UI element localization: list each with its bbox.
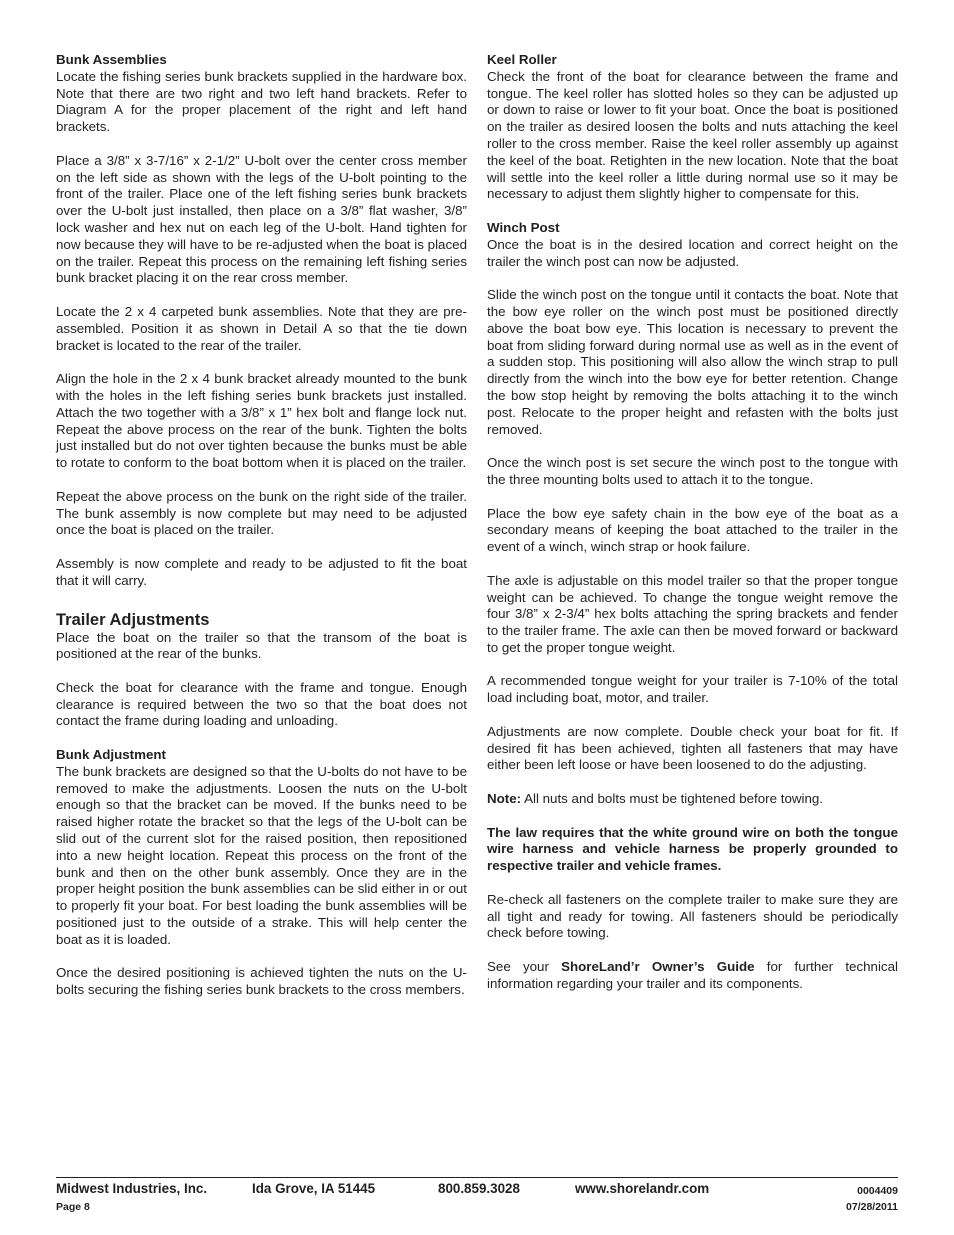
axle-paragraph: The axle is adjustable on this model trailer so that the proper tongue weight can be achieved. To change the tongue weight remove the four 3/8” x 2-3/4” hex bolts attaching the spring brackets and fender to the trailer frame. The axle can then be moved forward or backward to get the proper tongue weight. (487, 572, 898, 655)
tongue-weight-paragraph: A recommended tongue weight for your trailer is 7-10% of the total load including boat, motor, and trailer. (487, 673, 898, 706)
winch-post-paragraph-4: Place the bow eye safety chain in the bow eye of the boat as a secondary means of keeping the boat attached to the trailer in the event of a winch, winch strap or hook failure. (487, 505, 898, 555)
bunk-assemblies-paragraph-5: Repeat the above process on the bunk on the right side of the trailer. The bunk assembly is now complete but may need to be adjusted once the boat is placed on the trailer. (56, 488, 467, 538)
owners-guide-paragraph (487, 959, 898, 993)
footer-divider (56, 1177, 898, 1178)
bunk-adjustment-paragraph-1: The bunk brackets are designed so that the U-bolts do not have to be removed to make the adjustments. Loosen the nuts on the U-bolt enough so that the bracket can be moved. If the bunks need to be raised higher rotate the bracket so that the legs of the U-bolt can be slid out of the current slot for the raised position, then repositioned into a new height location. Repeat this process on the front of the bunk and then on the other bunk assembly. Once they are in the proper height position the bunk assemblies can be slid either in or out to properly fit your boat. For best loading the bunk assemblies will be positioned just to the outside of a strake. This will help center the boat as it is loaded. (56, 763, 467, 947)
keel-roller-heading: Keel Roller (487, 52, 557, 67)
keel-roller-paragraph-1: Check the front of the boat for clearance between the frame and tongue. The keel roller has slotted holes so they can be adjusted up or down to raise or lower to fit your boat. Once the boat is positioned on the trailer as desired loosen the bolts and nuts attaching the keel roller to the cross member. Raise the keel roller assembly up against the keel of the boat. Retighten in the new location. Note that the boat will settle into the keel roller a little during normal use so it may be necessary to adjust them slightly higher to compensate for this. (487, 68, 898, 202)
footer-doc-number: 0004409 (857, 1185, 898, 1197)
winch-post-paragraph-3: Once the winch post is set secure the winch post to the tongue with the three mounting bolts used to attach it to the tongue. (487, 455, 898, 487)
recheck-paragraph: Re-check all fasteners on the complete trailer to make sure they are all tight and ready for towing. All fasteners should be periodically check before towing. (487, 891, 898, 941)
bunk-assemblies-heading: Bunk Assemblies (56, 52, 167, 67)
note-paragraph (487, 791, 898, 808)
bunk-adjustment-heading: Bunk Adjustment (56, 747, 166, 763)
trailer-adjustments-heading: Trailer Adjustments (56, 610, 210, 629)
note-text: All nuts and bolts must be tightened before towing. (521, 791, 824, 807)
left-column (56, 52, 467, 999)
bunk-assemblies-paragraph-6: Assembly is now complete and ready to be adjusted to fit the boat that it will carry. (56, 555, 467, 588)
footer-city: Ida Grove, IA 51445 (252, 1181, 376, 1196)
footer-website: www.shorelandr.com (575, 1181, 710, 1196)
bunk-assemblies-paragraph-2: Place a 3/8” x 3-7/16” x 2-1/2” U-bolt over the center cross member on the left side as shown with the legs of the U-bolt pointing to the front of the trailer. Place one of the left fishing series bunk brackets over the U-bolt just installed, then place on a 3/8” flat washer, 3/8” lock washer and hex nut on each leg of the U-bolt. Hand tighten for now because they will have to be re-adjusted when the boat is placed on the trailer. Repeat this process on the remaining left fishing series bunk bracket placing it on the rear cross member. (56, 152, 467, 286)
winch-post-paragraph-1: Once the boat is in the desired location and correct height on the trailer the winch post can now be adjusted. (487, 236, 898, 269)
bunk-assemblies-paragraph-4: Align the hole in the 2 x 4 bunk bracket already mounted to the bunk with the holes in the left fishing series bunk brackets just installed. Attach the two together with a 3/8” x 1” hex bolt and flange lock nut. Repeat the above process on the rear of the bunk. Tighten the bolts just installed but do not over tighten because the bunks must be able to rotate to conform to the boat bottom when it is placed on the trailer. (56, 371, 467, 471)
ground-wire-warning: The law requires that the white ground wire on both the tongue wire harness and vehicle harness be properly grounded to respective trailer and vehicle frames. (487, 824, 898, 874)
owners-guide-title: ShoreLand’r Owner’s Guide (561, 959, 755, 975)
footer-company: Midwest Industries, Inc. (56, 1181, 208, 1196)
bunk-assemblies-paragraph-3: Locate the 2 x 4 carpeted bunk assemblies. Note that they are pre-assembled. Position it as shown in Detail A so that the tie down bracket is located to the rear of the trailer. (56, 303, 467, 353)
winch-post-paragraph-2: Slide the winch post on the tongue until it contacts the boat. Note that the bow eye roller on the winch post must be positioned directly above the boat bow eye. This location is necessary to prevent the boat from sliding forward during normal use as well as in the event of a sudden stop. This positioning will also allow the winch strap to pull directly from the winch into the bow eye for better retention. Change the bow stop height by removing the bolts attaching it to the winch post. Relocate to the proper height and refasten with the bolts just removed. (487, 287, 898, 437)
owners-guide-pre: See your (487, 959, 562, 975)
trailer-adjustments-paragraph-1: Place the boat on the trailer so that the transom of the boat is positioned at the rear of the bunks. (56, 629, 467, 662)
footer-date: 07/28/2011 (846, 1201, 898, 1213)
owners-guide-post: for further technical information regarding your trailer and its components. (487, 959, 898, 991)
note-label: Note: (487, 791, 522, 807)
bunk-assemblies-paragraph-1: Locate the fishing series bunk brackets supplied in the hardware box. Note that there are two right and two left hand brackets. Refer to Diagram A for the proper placement of the right and left hand brackets. (56, 68, 467, 135)
footer-page-number: Page 8 (56, 1201, 90, 1213)
bunk-adjustment-paragraph-2: Once the desired positioning is achieved tighten the nuts on the U-bolts securing the fishing series bunk brackets to the cross members. (56, 965, 467, 998)
right-column (487, 52, 898, 993)
footer-phone: 800.859.3028 (438, 1181, 520, 1196)
winch-post-heading: Winch Post (487, 219, 560, 235)
adjustments-complete-paragraph: Adjustments are now complete. Double check your boat for fit. If desired fit has been achieved, tighten all fasteners that may have either been left loose or have been loosened to do the adjusting. (487, 723, 898, 773)
trailer-adjustments-paragraph-2: Check the boat for clearance with the frame and tongue. Enough clearance is required between the two so that the boat does not contact the frame during loading and unloading. (56, 679, 467, 729)
